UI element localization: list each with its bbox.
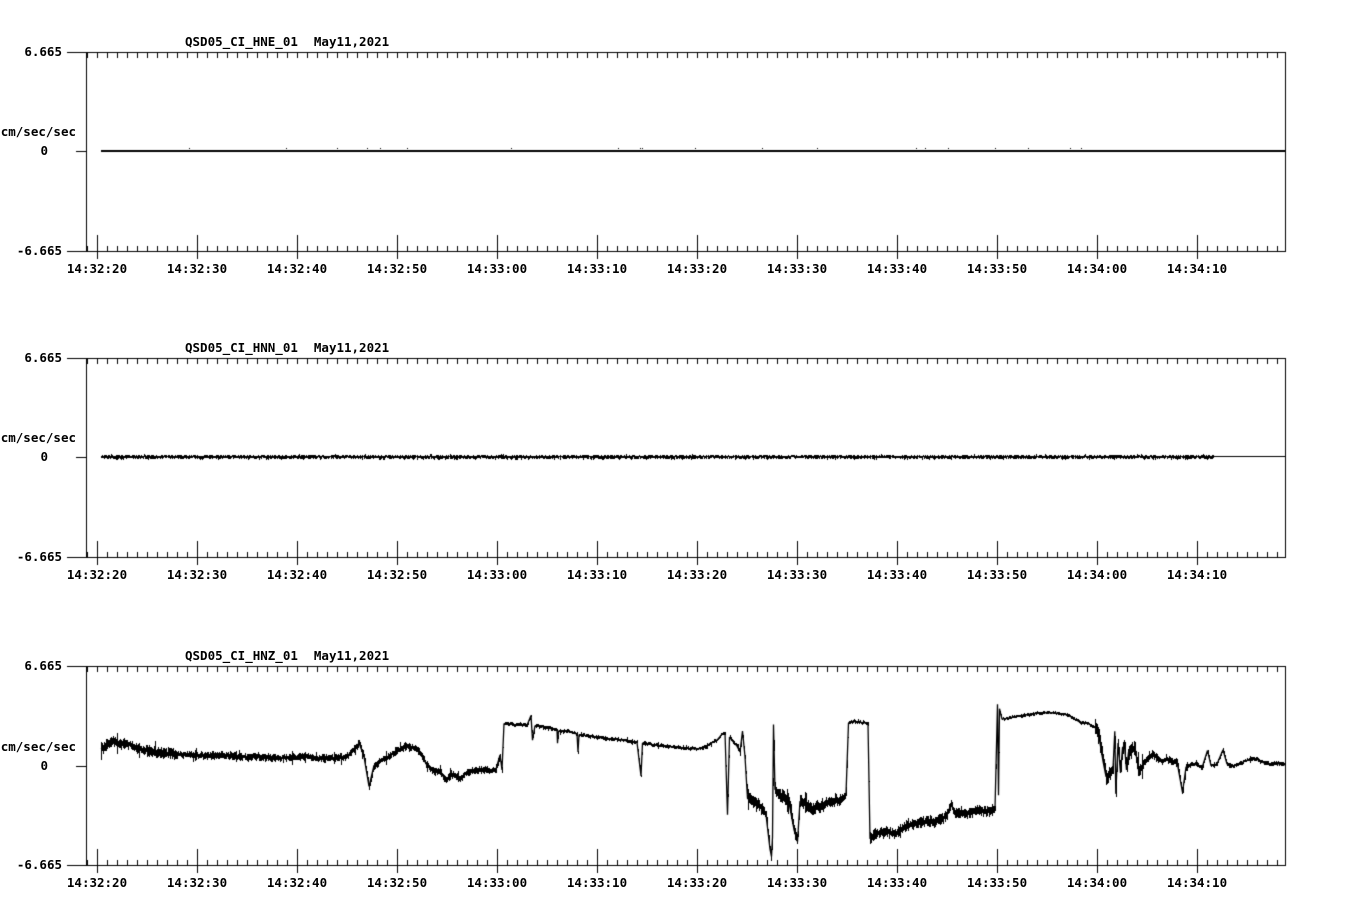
x-tick-label: 14:34:00	[1066, 875, 1128, 890]
y-axis-unit-label: cm/sec/sec	[0, 124, 76, 139]
x-tick-label: 14:33:00	[466, 566, 528, 582]
x-tick-label: 14:33:40	[866, 260, 928, 276]
x-tick-label: 14:34:00	[1066, 260, 1128, 276]
x-tick-label: 14:34:10	[1166, 566, 1228, 582]
x-tick-label: 14:32:50	[366, 260, 428, 276]
y-tick-label-top: 6.665	[24, 43, 62, 59]
x-tick-label: 14:33:50	[966, 875, 1028, 890]
x-tick-label: 14:33:10	[566, 260, 628, 276]
x-tick-label: 14:32:20	[66, 875, 128, 890]
x-tick-label: 14:32:20	[66, 566, 128, 582]
x-tick-label: 14:33:10	[566, 875, 628, 890]
y-tick-label-top: 6.665	[24, 349, 62, 365]
x-tick-label: 14:32:30	[166, 260, 228, 276]
panel-hnz-date: May11,2021	[313, 648, 390, 663]
x-tick-label: 14:32:50	[366, 875, 428, 890]
x-tick-label: 14:32:30	[166, 566, 228, 582]
x-tick-label: 14:33:00	[466, 260, 528, 276]
y-tick-label-zero: 0	[40, 449, 48, 464]
y-axis-unit-label: cm/sec/sec	[0, 738, 76, 754]
x-tick-label: 14:33:40	[866, 875, 928, 890]
x-tick-label: 14:34:10	[1166, 875, 1228, 890]
y-tick-label-bottom: -6.665	[16, 242, 62, 258]
x-tick-label: 14:32:50	[366, 566, 428, 582]
y-tick-label-top: 6.665	[24, 658, 62, 673]
y-tick-label-bottom: -6.665	[16, 548, 62, 564]
y-tick-label-bottom: -6.665	[16, 857, 62, 872]
panel-hne-title: QSD05_CI_HNE_01	[185, 33, 298, 49]
x-tick-label: 14:32:40	[266, 260, 328, 276]
x-tick-label: 14:33:50	[966, 566, 1028, 582]
y-tick-label-zero: 0	[40, 757, 48, 773]
x-tick-label: 14:33:00	[466, 875, 528, 890]
panel-hnn-date: May11,2021	[313, 339, 390, 355]
panel-hnz-title: QSD05_CI_HNZ_01	[185, 648, 298, 663]
x-tick-label: 14:33:10	[566, 566, 628, 582]
panel-hne-date: May11,2021	[313, 33, 390, 49]
panel-hnn-title-row	[185, 341, 389, 355]
panel-hnz-title-row	[185, 649, 389, 663]
x-tick-label: 14:32:20	[66, 260, 128, 276]
x-tick-label: 14:32:30	[166, 875, 228, 890]
x-tick-label: 14:34:00	[1066, 566, 1128, 582]
x-tick-label: 14:33:20	[666, 566, 728, 582]
x-tick-label: 14:33:50	[966, 260, 1028, 276]
x-tick-label: 14:33:30	[766, 260, 828, 276]
x-tick-label: 14:33:30	[766, 875, 828, 890]
y-tick-label-zero: 0	[40, 143, 48, 158]
panel-hnn-title: QSD05_CI_HNN_01	[185, 339, 298, 355]
x-tick-label: 14:34:10	[1166, 260, 1228, 276]
x-tick-label: 14:32:40	[266, 875, 328, 890]
x-tick-label: 14:33:30	[766, 566, 828, 582]
x-tick-label: 14:32:40	[266, 566, 328, 582]
x-tick-label: 14:33:40	[866, 566, 928, 582]
x-tick-label: 14:33:20	[666, 875, 728, 890]
y-axis-unit-label: cm/sec/sec	[0, 430, 76, 445]
x-tick-label: 14:33:20	[666, 260, 728, 276]
panel-hne-title-row	[185, 35, 389, 49]
